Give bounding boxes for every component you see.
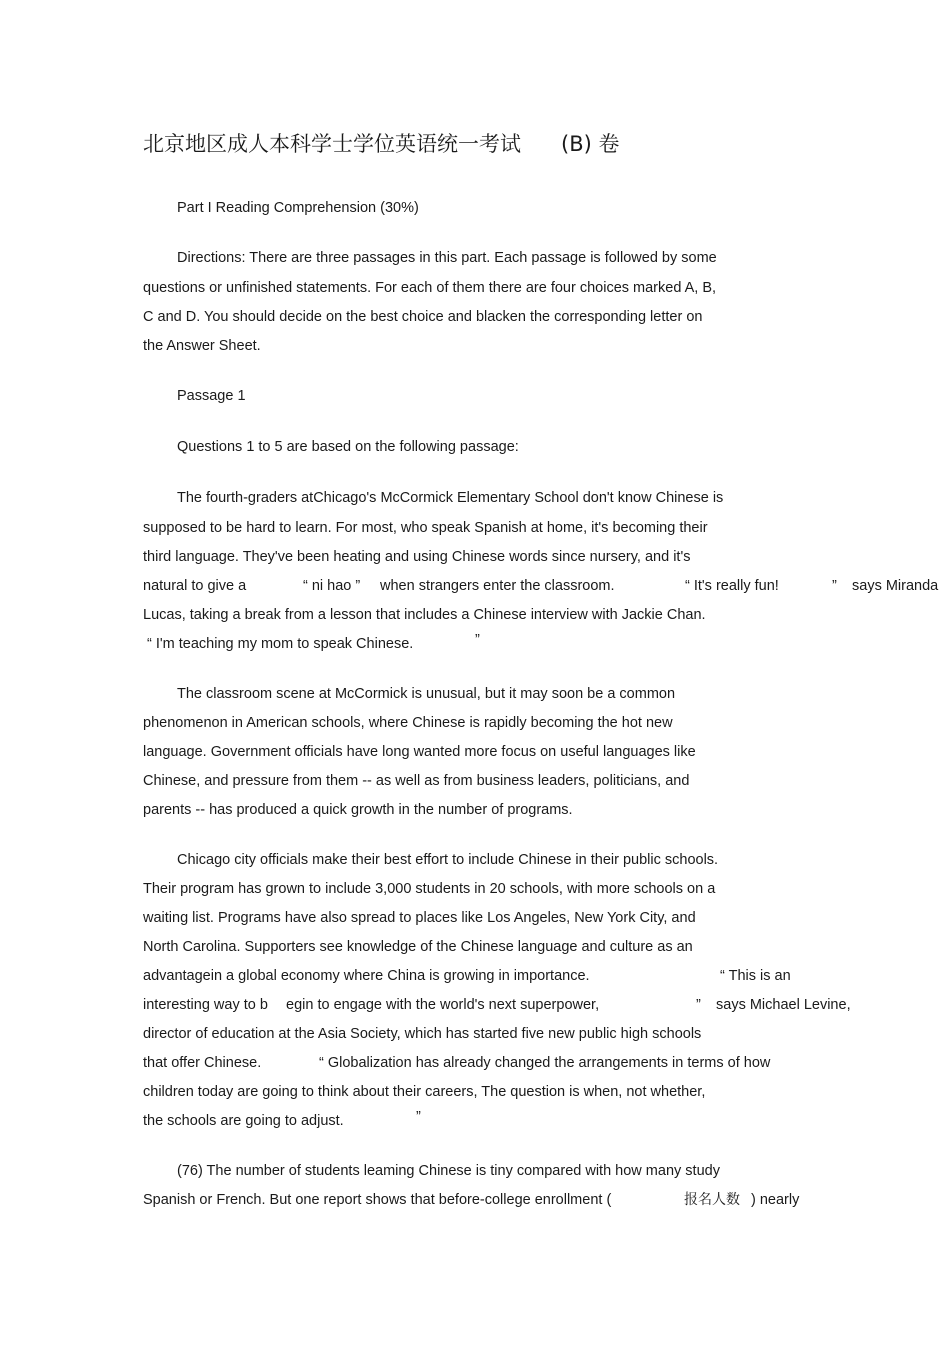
- paragraph-line-segment: ”: [475, 632, 480, 648]
- paragraph-line-segment: 报名人数: [684, 1192, 740, 1208]
- paragraph-line: director of education at the Asia Society, which has started five new public high schools: [143, 1026, 702, 1042]
- directions-line: questions or unfinished statements. For each of them there are four choices marked A, B,: [143, 280, 717, 296]
- paragraph-line: children today are going to think about their careers, The question is when, not whether,: [143, 1084, 706, 1100]
- directions-line: the Answer Sheet.: [143, 338, 261, 354]
- part-heading: Part I Reading Comprehension (30%): [177, 200, 419, 216]
- paragraph-line-segment: natural to give a: [143, 578, 247, 594]
- paragraph-line-segment: ”: [416, 1109, 421, 1125]
- paragraph-line-segment: Spanish or French. But one report shows that before-college enrollment (: [143, 1192, 612, 1208]
- paragraph-line-segment: “ It's really fun!: [685, 578, 779, 594]
- paragraph-line: The classroom scene at McCormick is unusual, but it may soon be a common: [177, 686, 676, 702]
- paragraph-line: (76) The number of students leaming Chinese is tiny compared with how many study: [177, 1163, 720, 1179]
- paragraph-line-segment: “ Globalization has already changed the arrangements in terms of how: [319, 1055, 771, 1071]
- directions-line: Directions: There are three passages in this part. Each passage is followed by some: [177, 250, 717, 266]
- paragraph-line-segment: when strangers enter the classroom.: [380, 578, 615, 594]
- paragraph-line-segment: advantagein a global economy where China is growing in importance.: [143, 968, 590, 984]
- paragraph-line: Lucas, taking a break from a lesson that includes a Chinese interview with Jackie Chan.: [143, 607, 706, 623]
- exam-title-chinese: 北京地区成人本科学士学位英语统一考试: [143, 132, 521, 156]
- passage-label: Passage 1: [177, 388, 246, 404]
- questions-intro: Questions 1 to 5 are based on the following passage:: [177, 439, 519, 455]
- paragraph-line-segment: ) nearly: [751, 1192, 800, 1208]
- paragraph-line: Chicago city officials make their best effort to include Chinese in their public schools.: [177, 852, 719, 868]
- paragraph-line: third language. They've been heating and using Chinese words since nursery, and it's: [143, 549, 691, 565]
- paragraph-line-segment: “ I'm teaching my mom to speak Chinese.: [147, 636, 414, 652]
- paragraph-line: language. Government officials have long wanted more focus on useful languages like: [143, 744, 696, 760]
- paragraph-line: Their program has grown to include 3,000 students in 20 schools, with more schools on a: [143, 881, 716, 897]
- paragraph-line-segment: “ ni hao ”: [303, 578, 361, 594]
- paragraph-line-segment: ”: [832, 578, 837, 594]
- paragraph-line-segment: egin to engage with the world's next superpower,: [286, 997, 600, 1013]
- paragraph-line: phenomenon in American schools, where Chinese is rapidly becoming the hot new: [143, 715, 673, 731]
- paragraph-line-segment: says Miranda: [852, 578, 939, 594]
- directions-line: C and D. You should decide on the best choice and blacken the corresponding letter on: [143, 309, 703, 325]
- paragraph-line-segment: the schools are going to adjust.: [143, 1113, 344, 1129]
- paragraph-line-segment: “ This is an: [720, 968, 791, 984]
- paragraph-line: parents -- has produced a quick growth in the number of programs.: [143, 802, 573, 818]
- paragraph-line: Chinese, and pressure from them -- as well as from business leaders, politicians, and: [143, 773, 690, 789]
- paragraph-line: The fourth-graders atChicago's McCormick Elementary School don't know Chinese is: [177, 490, 724, 506]
- exam-title-variant: (B) 卷: [561, 132, 620, 156]
- paragraph-line: waiting list. Programs have also spread to places like Los Angeles, New York City, and: [143, 910, 696, 926]
- paragraph-line-segment: that offer Chinese.: [143, 1055, 262, 1071]
- exam-title: [143, 128, 619, 158]
- paragraph-line-segment: says Michael Levine,: [716, 997, 851, 1013]
- paragraph-line-segment: ”: [696, 997, 701, 1013]
- paragraph-line-segment: interesting way to b: [143, 997, 268, 1013]
- paragraph-line: North Carolina. Supporters see knowledge of the Chinese language and culture as an: [143, 939, 693, 955]
- paragraph-line: supposed to be hard to learn. For most, who speak Spanish at home, it's becoming their: [143, 520, 708, 536]
